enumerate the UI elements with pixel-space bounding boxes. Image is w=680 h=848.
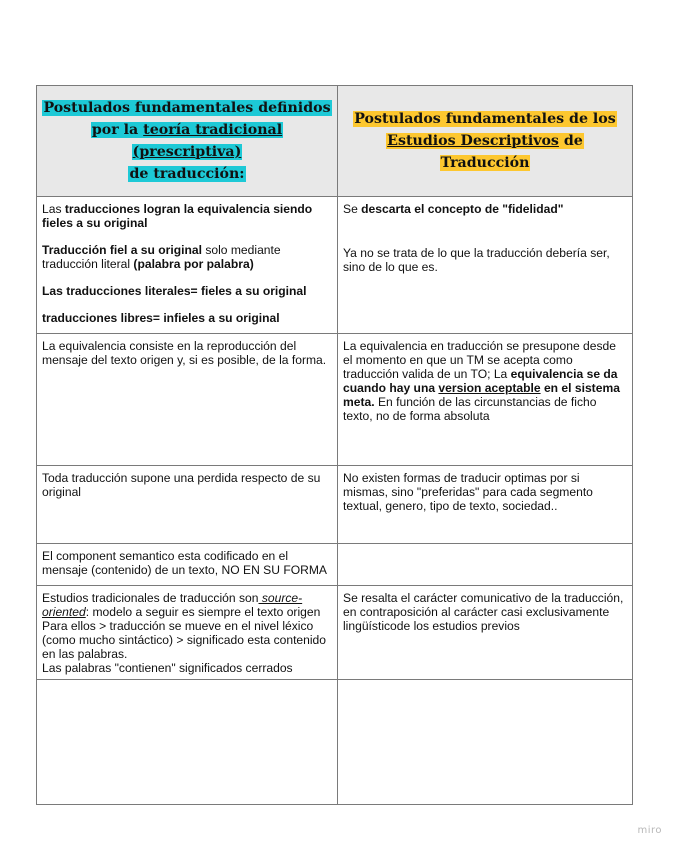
cell-paragraph: Se descarta el concepto de "fidelidad" [343,202,564,216]
cell-traditional [37,586,338,680]
cell-paragraph: Ya no se trata de lo que la traducción debería ser, sino de lo que es. [343,246,610,274]
cell-paragraph: La equivalencia consiste en la reproducción del mensaje del texto origen y, si es posible, de la forma. [42,339,327,367]
header-row [37,86,633,197]
cell-paragraph: Las palabras "contienen" significados cerrados [42,661,293,675]
table-row [37,466,633,544]
cell-paragraph: Traducción fiel a su original solo mediante traducción literal (palabra por palabra) [42,243,281,271]
cell-descriptive [338,466,633,544]
cell-paragraph: Toda traducción supone una perdida respecto de su original [42,471,321,499]
cell-paragraph: Se resalta el carácter comunicativo de la traducción, en contraposición al carácter casi exclusivamente lingüísticode los estudios previos [343,591,624,633]
cell-paragraph: Las traducciones logran la equivalencia siendo fieles a su original [42,202,313,230]
header-cell-traditional [37,86,338,197]
cell-traditional [37,197,338,334]
table-row [37,197,633,334]
cell-traditional-empty [37,680,338,805]
cell-traditional [37,466,338,544]
cell-descriptive-empty [338,680,633,805]
cell-descriptive [338,544,633,586]
cell-descriptive [338,197,633,334]
cell-traditional [37,544,338,586]
header-title-descriptive: Postulados fundamentales de los Estudios Descriptivos de Traducción [354,111,616,171]
cell-descriptive [338,586,633,680]
table-row-empty [37,680,633,805]
cell-descriptive [338,334,633,466]
table-row [37,334,633,466]
comparison-table [36,85,633,805]
cell-traditional [37,334,338,466]
cell-paragraph: La equivalencia en traducción se presupone desde el momento en que un TM se acepta como traducción valida de un TO; La equivalencia se da cuando hay una version aceptable en el sistema meta. En función de las circunstancias de ficho texto, no de forma absoluta [343,339,620,423]
cell-paragraph: El component semantico esta codificado en el mensaje (contenido) de un texto, NO EN SU FORMA [42,549,327,577]
cell-paragraph: Para ellos > traducción se mueve en el nivel léxico (como mucho sintáctico) > significado esta contenido en las palabras. [42,619,327,661]
cell-paragraph: Las traducciones literales= fieles a su original [42,284,307,298]
cell-paragraph: No existen formas de traducir optimas por si mismas, sino "preferidas" para cada segmento textual, genero, tipo de texto, sociedad.. [343,471,593,513]
table-row [37,544,633,586]
header-title-traditional: Postulados fundamentales definidos por la teoría tradicional (prescriptiva) de traducción: [43,100,331,182]
watermark: miro [637,825,662,836]
cell-paragraph: traducciones libres= infieles a su original [42,311,280,325]
table-row [37,586,633,680]
cell-paragraph: Estudios tradicionales de traducción son source-oriented: modelo a seguir es siempre el texto origen [42,591,321,619]
header-cell-descriptive [338,86,633,197]
